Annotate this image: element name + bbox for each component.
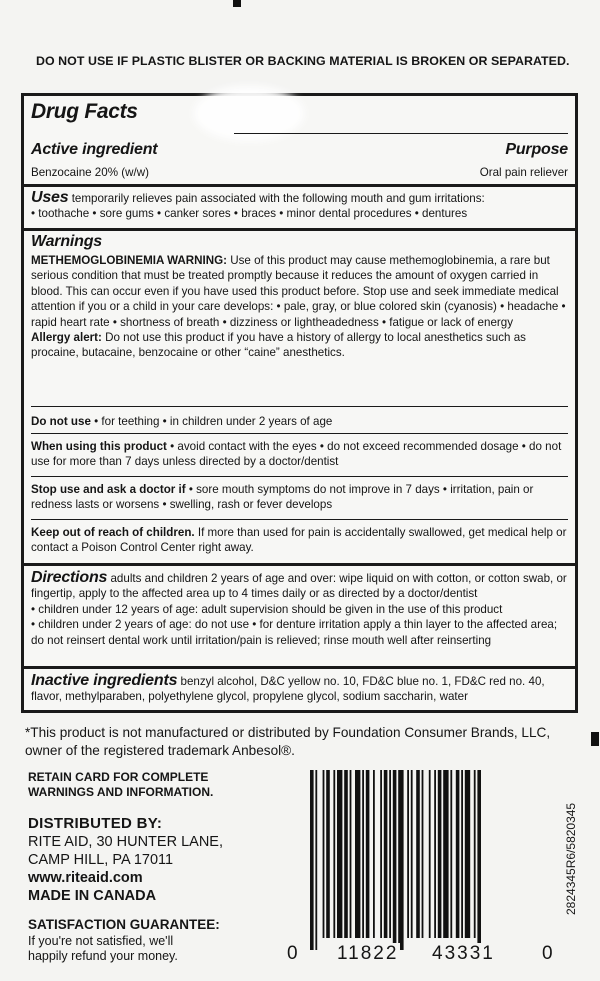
drug-facts-panel: [21, 93, 578, 713]
barcode-bar: [355, 770, 360, 938]
barcode-bar: [438, 770, 442, 938]
barcode-bar: [373, 770, 375, 938]
do-not-use-text: • for teething • in children under 2 years of age: [94, 415, 333, 428]
warning-rule: [31, 519, 568, 520]
active-heading-row: [31, 141, 568, 159]
warning-rule: [31, 406, 568, 407]
section-rule: [24, 666, 575, 669]
blister-warning: DO NOT USE IF PLASTIC BLISTER OR BACKING MATERIAL IS BROKEN OR SEPARATED.: [36, 54, 570, 68]
directions-heading: Directions: [31, 569, 108, 586]
retain-card-note: [28, 770, 213, 800]
vertical-product-code: 2824345R6/5820345: [564, 802, 578, 915]
retain-line-2: WARNINGS AND INFORMATION.: [28, 785, 214, 799]
allergy-text: Do not use this product if you have a history of allergy to local anesthetics such as procaine, butacaine, benzocaine or other “caine” anesthetics.: [31, 331, 526, 360]
barcode-bar: [350, 770, 352, 938]
inactive-heading: Inactive ingredients: [31, 672, 178, 689]
barcode-bar: [344, 770, 348, 938]
barcode-bar: [315, 770, 317, 950]
drug-facts-title: Drug Facts: [31, 100, 138, 123]
methemoglobinemia-warning: [31, 253, 568, 361]
top-edge-mark: [233, 0, 241, 7]
purpose-value: Oral pain reliever: [479, 166, 568, 179]
barcode-bar: [398, 770, 403, 950]
barcode-bar: [326, 770, 330, 938]
active-ingredient: Benzocaine 20% (w/w): [31, 166, 149, 179]
barcode-bar: [323, 770, 325, 938]
upc-barcode: [302, 770, 544, 950]
directions-section: [31, 570, 568, 648]
barcode-bar: [337, 770, 342, 938]
barcode-bar: [380, 770, 382, 938]
barcode-bar: [422, 770, 424, 938]
barcode-lead-digit: 0: [287, 943, 300, 964]
barcode-bar: [461, 770, 463, 938]
barcode-bar: [474, 770, 476, 938]
do-not-use: [31, 414, 568, 429]
barcode-bar: [366, 770, 370, 938]
warning-rule: [31, 433, 568, 434]
side-edge-mark: [591, 732, 599, 746]
barcode-bar: [411, 770, 413, 938]
stop-use: [31, 482, 568, 513]
distributor-line-1: RITE AID, 30 HUNTER LANE,: [28, 834, 223, 850]
uses-heading: Uses: [31, 189, 69, 206]
keep-out-label: Keep out of reach of children.: [31, 526, 195, 539]
allergy-label: Allergy alert:: [31, 331, 102, 345]
satisfaction-line-2: happily refund your money.: [28, 949, 178, 963]
barcode-bar: [384, 770, 388, 938]
uses-list: • toothache • sore gums • canker sores • braces • minor dental procedures • dentures: [31, 207, 468, 221]
barcode-bar: [407, 770, 409, 938]
stop-use-label: Stop use and ask a doctor if: [31, 483, 186, 496]
distributor-line-2: CAMP HILL, PA 17011: [28, 852, 174, 868]
barcode-bar: [310, 770, 314, 950]
directions-text-2: • children under 12 years of age: adult supervision should be given in the use of this product: [31, 602, 503, 616]
distributor-block: [28, 833, 223, 905]
barcode-bar: [477, 770, 481, 950]
inactive-section: [31, 673, 568, 705]
satisfaction-heading: SATISFACTION GUARANTEE:: [28, 917, 220, 932]
uses-section: [31, 190, 568, 222]
section-rule: [24, 228, 575, 231]
active-heading: Active ingredient: [31, 141, 158, 158]
barcode-bar: [393, 770, 397, 950]
active-ingredient-row: [31, 165, 568, 180]
do-not-use-label: Do not use: [31, 415, 91, 428]
inactive-text: benzyl alcohol, D&C yellow no. 10, FD&C blue no. 1, FD&C red no. 40, flavor, methylparaben, polyethylene glycol, propylene glycol, sodium saccharin, water: [31, 675, 545, 704]
barcode-bar: [465, 770, 470, 938]
directions-text-1: adults and children 2 years of age and over: wipe liquid on with cotton, or cotton swab, or fingertip, apply to the affected area up to 4 times daily or as directed by a doctor/dentist: [31, 572, 567, 601]
retain-line-1: RETAIN CARD FOR COMPLETE: [28, 770, 209, 784]
satisfaction-text: [28, 934, 178, 964]
barcode-right-digits: 43331: [432, 943, 495, 964]
keep-out-text: If more than used for pain is accidentally swallowed, get medical help or contact a Poison Control Center right away.: [31, 526, 567, 555]
barcode-check-digit: 0: [542, 943, 555, 964]
barcode-bar: [443, 770, 448, 938]
barcode-bar: [333, 770, 335, 938]
barcode-bar: [389, 770, 391, 938]
barcode-bar: [429, 770, 431, 938]
barcode-bar: [416, 770, 420, 938]
title-rule: [234, 133, 568, 134]
when-using-text: • avoid contact with the eyes • do not exceed recommended dosage • do not use for more than 7 days unless directed by a doctor/dentist: [31, 440, 562, 469]
directions-text-3: • children under 2 years of age: do not use • for denture irritation apply a thin layer to the affected area; do not reinsert dental work until irritation/pain is relieved; rinse mouth well after reinserting: [31, 618, 558, 647]
distributor-url: www.riteaid.com: [28, 870, 143, 886]
when-using: [31, 439, 568, 470]
warnings-heading: Warnings: [31, 233, 103, 250]
barcode-bar: [434, 770, 436, 938]
distributor-heading: DISTRIBUTED BY:: [28, 815, 163, 832]
when-using-label: When using this product: [31, 440, 167, 453]
made-in: MADE IN CANADA: [28, 888, 157, 904]
warning-rule: [31, 476, 568, 477]
trademark-footnote: *This product is not manufactured or distributed by Foundation Consumer Brands, LLC, owner of the registered trademark Anbesol®.: [25, 725, 551, 758]
section-rule: [24, 563, 575, 566]
uses-text: temporarily relieves pain associated with the following mouth and gum irritations:: [71, 192, 485, 205]
section-rule: [24, 184, 575, 187]
barcode-left-digits: 11822: [337, 943, 399, 964]
keep-out: [31, 525, 568, 556]
satisfaction-line-1: If you're not satisfied, we'll: [28, 934, 174, 948]
stop-use-text: • sore mouth symptoms do not improve in 7 days • irritation, pain or redness lasts or worsens • swelling, rash or fever develops: [31, 483, 534, 512]
meth-text: Use of this product may cause methemoglobinemia, a rare but serious condition that must be treated promptly because it reduces the amount of oxygen carried in blood. This can occur even if you have used this product before. Stop use and seek immediate medical attention if you or a child in your care develops: • pale, gray, or blue colored skin (cyanosis) • headache • rapid heart rate • shortness of breath • dizziness or lightheadedness • fatigue or lack of energy: [31, 254, 566, 329]
meth-label: METHEMOGLOBINEMIA WARNING:: [31, 254, 228, 267]
barcode-bar: [456, 770, 460, 938]
barcode-bar: [450, 770, 452, 938]
barcode-bar: [362, 770, 364, 938]
purpose-heading: Purpose: [505, 141, 568, 158]
